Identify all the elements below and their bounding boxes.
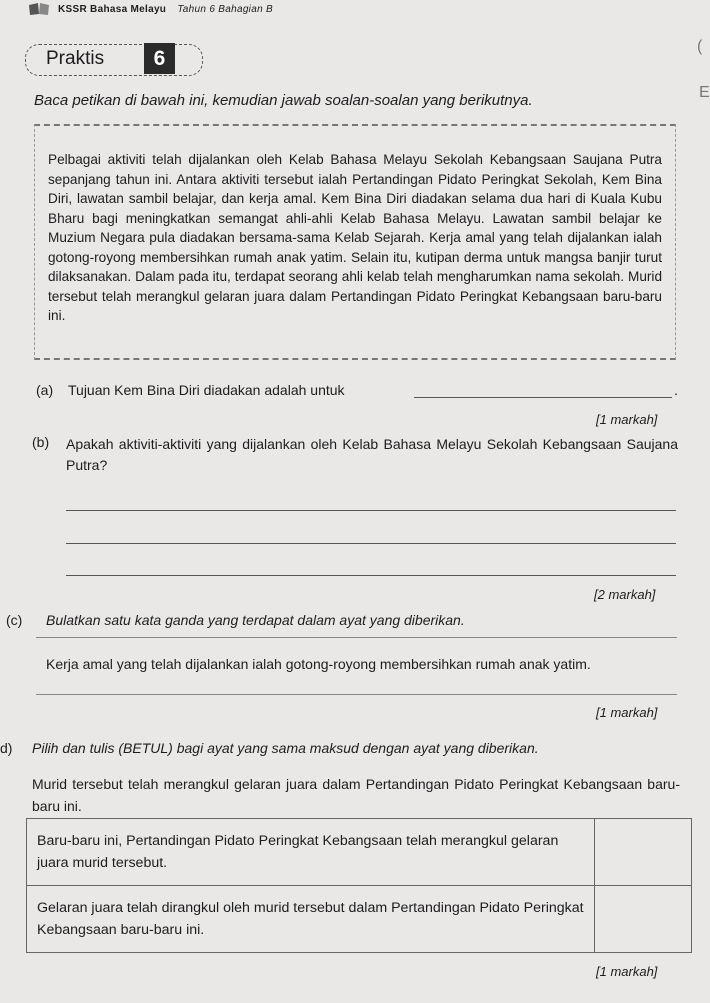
- option-1-text: Baru-baru ini, Pertandingan Pidato Peringkat Kebangsaan telah merangkul gelaran juara murid tersebut.: [27, 819, 595, 886]
- option-1-answer-box[interactable]: [595, 819, 692, 886]
- question-b-label: (b): [32, 434, 50, 450]
- answer-line-a[interactable]: [414, 397, 672, 398]
- question-a-text: Tujuan Kem Bina Diri diadakan adalah untuk: [68, 382, 345, 398]
- practice-label: Praktis: [46, 48, 105, 69]
- question-b-text: Apakah aktiviti-aktiviti yang dijalankan oleh Kelab Bahasa Melayu Sekolah Kebangsaan Saujana Putra?: [66, 436, 678, 473]
- instruction-text: Baca petikan di bawah ini, kemudian jawab soalan-soalan yang berikutnya.: [34, 92, 533, 109]
- options-table: [26, 818, 692, 953]
- option-2-text: Gelaran juara telah dirangkul oleh murid tersebut dalam Pertandingan Pidato Peringkat Kebangsaan baru-baru ini.: [27, 886, 595, 953]
- passage-text: Pelbagai aktiviti telah dijalankan oleh Kelab Bahasa Melayu Sekolah Kebangsaan Saujana Putra sepanjang tahun ini. Antara aktiviti tersebut ialah Pertandingan Pidato Peringkat Sekolah, Kem Bina Diri, lawatan sambil belajar, dan kerja amal. Kem Bina Diri diadakan selama dua hari di Kuala Kubu Bharu bagi meningkatkan semangat ahli-ahli Kelab Bahasa Melayu. Lawatan sambil belajar ke Muzium Negara pula diadakan bersama-sama Kelab Sejarah. Kerja amal yang telah dijalankan ialah gotong-royong membersihkan rumah anak yatim. Selain itu, kutipan derma untuk mangsa banjir turut dilaksanakan. Dalam pada itu, terdapat seorang ahli kelab telah mengharumkan nama sekolah. Murid tersebut telah merangkul gelaran juara dalam Pertandingan Pidato Peringkat Kebangsaan baru-baru ini.: [48, 152, 662, 323]
- series-name: KSSR Bahasa Melayu: [58, 4, 167, 15]
- page-edge-mark: E: [699, 84, 710, 101]
- question-c-label: (c): [6, 612, 23, 628]
- question-d-marks: [1 markah]: [596, 964, 658, 979]
- question-b-marks: [2 markah]: [594, 587, 656, 602]
- question-d-text: Pilih dan tulis (BETUL) bagi ayat yang sama maksud dengan ayat yang diberikan.: [32, 740, 539, 756]
- question-a-marks: [1 markah]: [596, 412, 658, 427]
- question-c-marks: [1 markah]: [596, 705, 658, 720]
- option-row: [27, 819, 692, 886]
- question-c-text: Bulatkan satu kata ganda yang terdapat dalam ayat yang diberikan.: [46, 612, 465, 628]
- book-logo-icon: [28, 2, 50, 16]
- series-subtitle: Tahun 6 Bahagian B: [177, 4, 273, 15]
- option-row: [27, 886, 692, 953]
- page-edge-mark: (: [697, 38, 703, 55]
- option-2-answer-box[interactable]: [595, 886, 692, 953]
- series-title: [58, 4, 273, 15]
- question-a-end: .: [674, 382, 678, 398]
- answer-line-b2[interactable]: [66, 543, 676, 544]
- question-a-label: (a): [36, 382, 54, 398]
- practice-number: 6: [144, 43, 175, 74]
- answer-line-b3[interactable]: [66, 575, 676, 576]
- question-c-sentence[interactable]: Kerja amal yang telah dijalankan ialah gotong-royong membersihkan rumah anak yatim.: [46, 656, 591, 672]
- answer-line-b1[interactable]: [66, 510, 676, 511]
- question-d-stem: Murid tersebut telah merangkul gelaran juara dalam Pertandingan Pidato Peringkat Kebangsaan baru-baru ini.: [32, 776, 680, 814]
- question-d-label: d): [0, 740, 13, 756]
